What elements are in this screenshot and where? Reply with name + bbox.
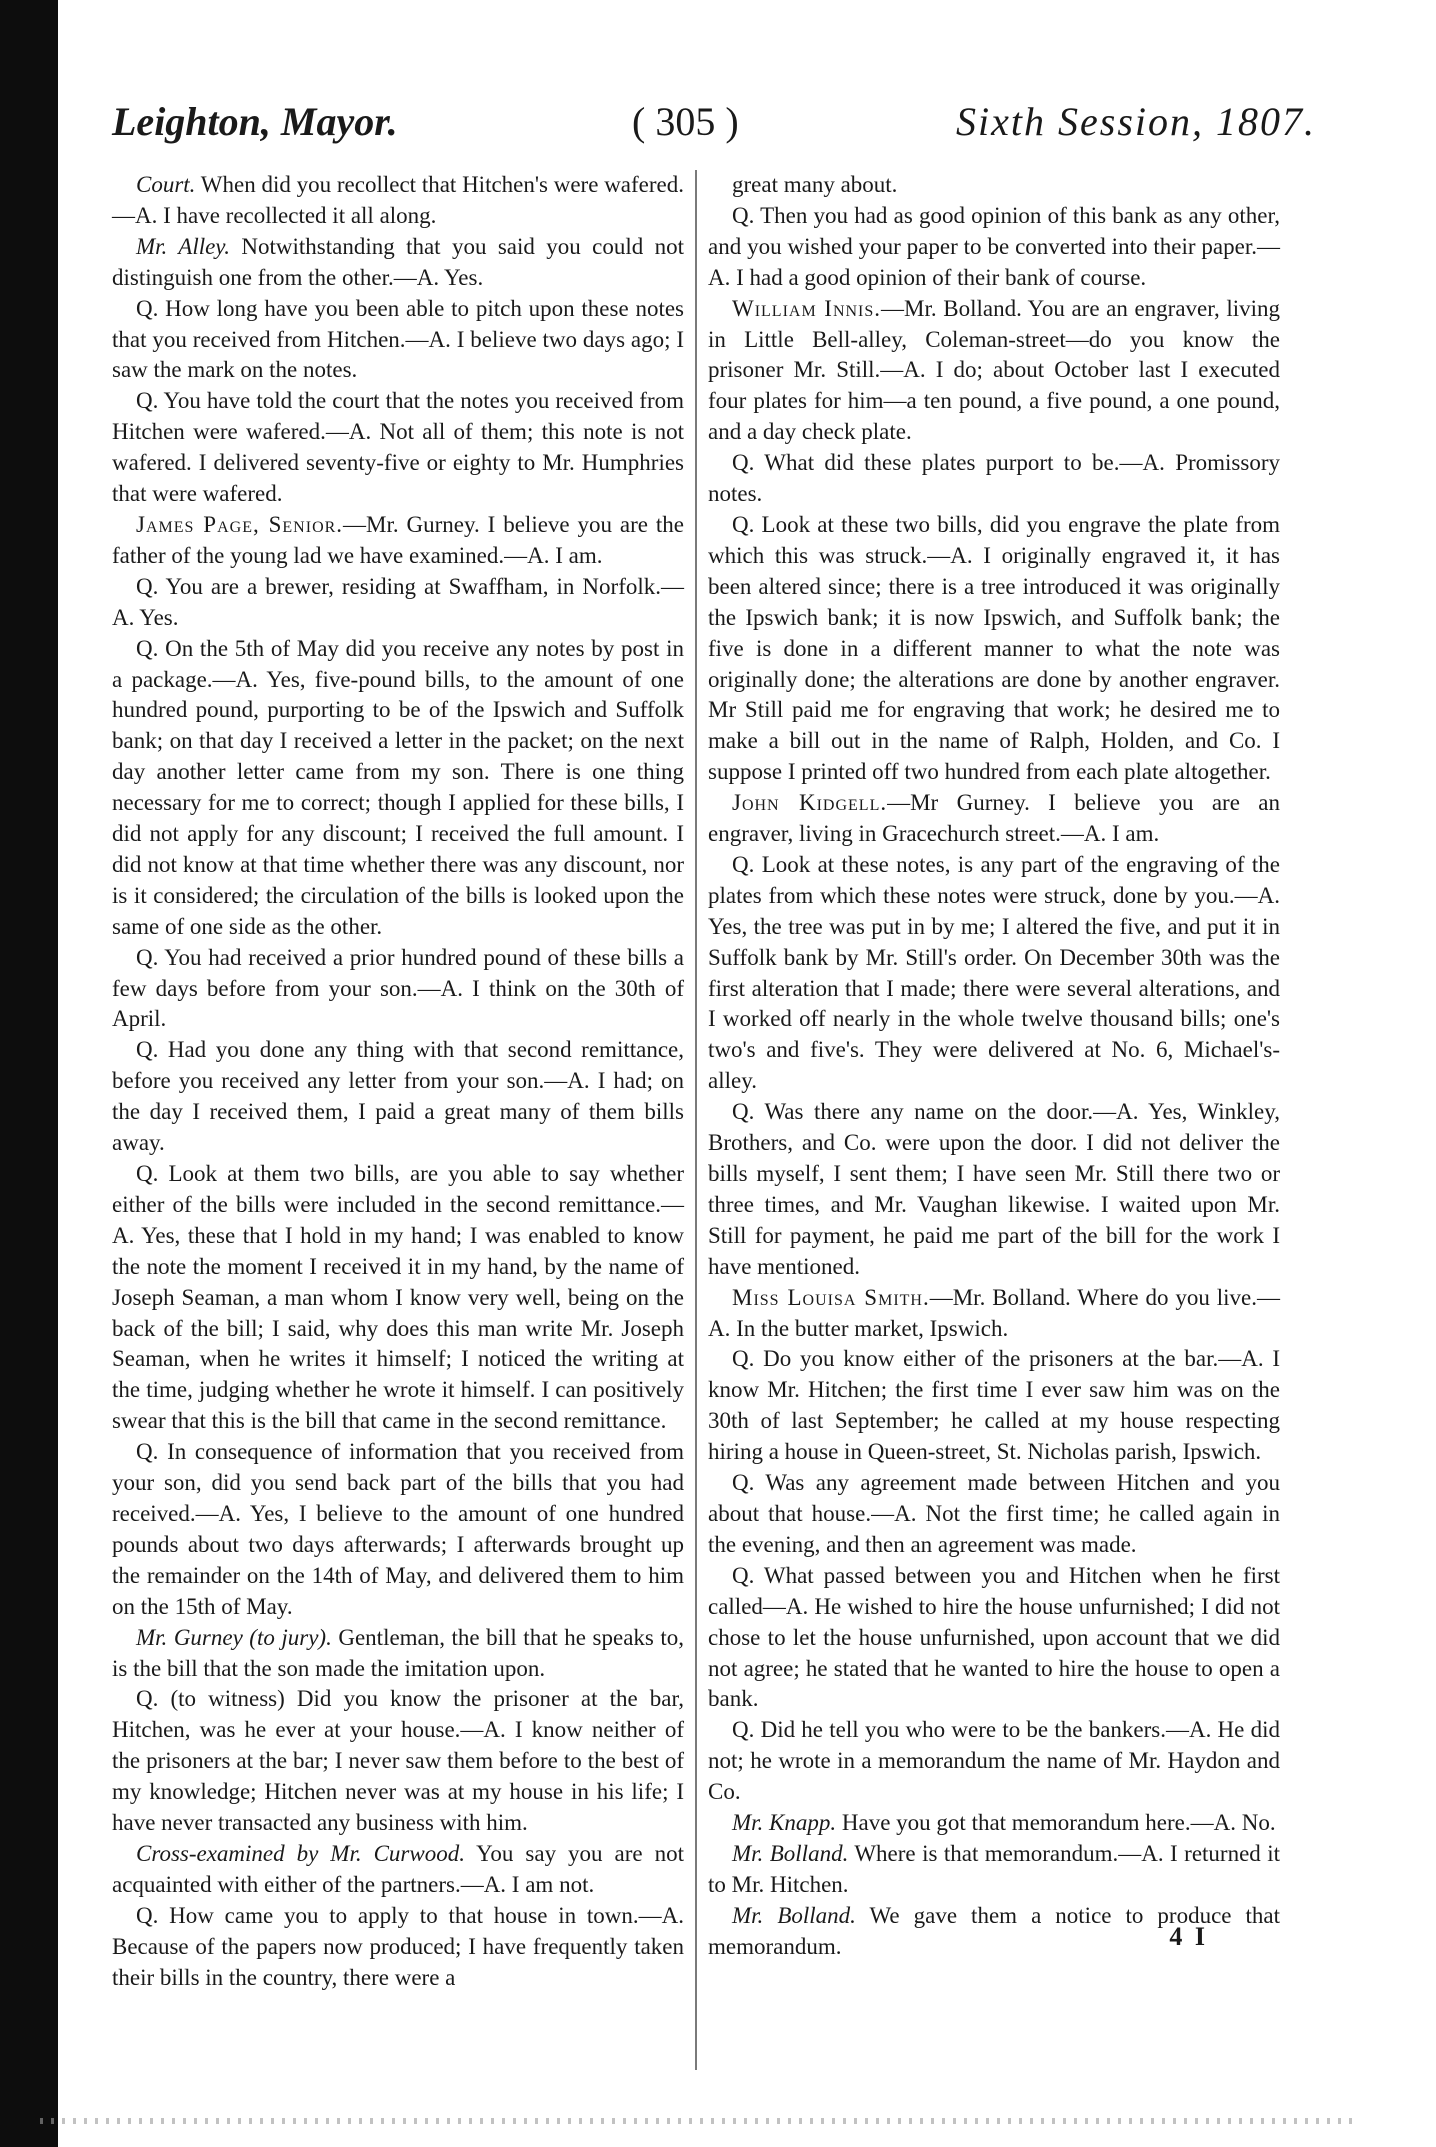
scan-binding-edge xyxy=(0,0,58,2147)
page-number: ( 305 ) xyxy=(632,99,739,144)
paragraph xyxy=(708,1808,1280,1839)
paragraph xyxy=(708,1561,1280,1716)
paragraph xyxy=(708,510,1280,788)
paragraph xyxy=(708,1344,1280,1468)
speaker-name: Mr. Alley. xyxy=(136,233,230,259)
speaker-name: Mr. Bolland. xyxy=(732,1840,849,1866)
paragraph-text: Q. How long have you been able to pitch upon these notes that you received from Hitchen.—A. I believe two days ago; I saw the mark on the notes. xyxy=(112,295,684,383)
paragraph-text: Q. Look at these two bills, did you engrave the plate from which this was struck.—A. I originally engraved it, it has been altered since; there is a tree introduced it was originally the Ipswich bank; it is now Ipswich, and Suffolk bank; the five is done in a different manner to what the note was originally done; the alterations are done by another engraver. Mr Still paid me for engraving that work; he desired me to make a bill out in the name of Ralph, Holden, and Co. I suppose I printed off two hundred from each plate altogether. xyxy=(708,511,1280,785)
paragraph xyxy=(112,1159,684,1437)
paragraph xyxy=(112,572,684,634)
paragraph xyxy=(112,1684,684,1839)
paragraph-text: Q. Look at these notes, is any part of the engraving of the plates from which these notes were struck, done by you.—A. Yes, the tree was put in by me; I altered the five, and put it in Suffolk bank by Mr. Still's order. On December 30th was the first alteration that I made; there were several alterations, and I worked off nearly in the whole twelve thousand bills; one's two's and five's. They were delivered at No. 6, Michael's-alley. xyxy=(708,851,1280,1094)
speaker-name: Court. xyxy=(136,172,196,197)
paragraph-text: Notwithstanding that you said you could not distinguish one from the other.—A. Yes. xyxy=(112,233,684,290)
paragraph xyxy=(112,1839,684,1901)
paragraph xyxy=(708,850,1280,1097)
paragraph-text: Q. You have told the court that the notes you received from Hitchen were wafered.—A. Not all of them; this note is not wafered. I delivered seventy-five or eighty to Mr. Humphries that were wafered. xyxy=(112,388,684,507)
paragraph-text: great many about. xyxy=(732,172,898,197)
speaker-name: John Kidgell. xyxy=(732,790,888,816)
paragraph xyxy=(708,1097,1280,1282)
paragraph-text: Have you got that memorandum here.—A. No. xyxy=(836,1810,1276,1836)
paragraph-text: Q. You had received a prior hundred pound of these bills a few days before from your son.—A. I think on the 30th of April. xyxy=(112,944,684,1032)
signature-mark: 4 I xyxy=(1169,1922,1208,1951)
paragraph-text: Q. (to witness) Did you know the prisoner at the bar, Hitchen, was he ever at your house.—A. I know neither of the prisoners at the bar; I never saw them before to the best of my knowledge; Hitchen never was at my house in his life; I have never transacted any business with him. xyxy=(112,1686,684,1836)
paragraph xyxy=(112,634,684,943)
paragraph-text: Q. Was any agreement made between Hitchen and you about that house.—A. Not the first time; he called again in the evening, and then an agreement was made. xyxy=(708,1470,1280,1557)
speaker-name: Miss Louisa Smith. xyxy=(732,1284,930,1310)
speaker-name: Mr. Knapp. xyxy=(732,1810,837,1836)
paragraph xyxy=(112,1035,684,1159)
paragraph-text: Q. What did these plates purport to be.—A. Promissory notes. xyxy=(708,450,1280,507)
right-column xyxy=(708,170,1280,2070)
paragraph-text: You say you are not acquainted with either of the partners.—A. I am not. xyxy=(112,1840,684,1897)
paragraph-text: Q. What passed between you and Hitchen when he first called—A. He wished to hire the house unfurnished; I did not chose to let the house unfurnished, upon account that we did not agree; he stated that he wanted to hire the house to open a bank. xyxy=(708,1562,1280,1712)
paragraph-text: Q. How came you to apply to that house in town.—A. Because of the papers now produced; I have frequently taken their bills in the country, there were a xyxy=(112,1902,684,1990)
paragraph xyxy=(112,1623,684,1685)
paragraph-text: When did you recollect that Hitchen's were wafered.—A. I have recollected it all along. xyxy=(112,172,684,228)
paragraph-text: —Mr Gurney. I believe you are an engraver, living in Gracechurch street.—A. I am. xyxy=(708,790,1280,847)
speaker-name: James Page, Senior. xyxy=(136,511,344,537)
paragraph xyxy=(708,448,1280,510)
paragraph xyxy=(708,170,1280,201)
column-divider xyxy=(695,170,697,2070)
left-column xyxy=(112,170,684,2070)
paragraph xyxy=(708,294,1280,449)
paragraph-text: Q. On the 5th of May did you receive any notes by post in a package.—A. Yes, five-pound bills, to the amount of one hundred pound, purporting to be of the Ipswich and Suffolk bank; on that day I received a letter in the packet; on the next day another letter came from my son. There is one thing necessary for me to correct; though I applied for these bills, I did not apply for any discount; I received the full amount. I did not know at that time whether there was any discount, nor is it considered; the circulation of the bills is looked upon the same of one side as the other. xyxy=(112,635,684,939)
paragraph-text: Q. Had you done any thing with that second remittance, before you received any letter from your son.—A. I had; on the day I received them, I paid a great many of them bills away. xyxy=(112,1037,684,1156)
header-right: Sixth Session, 1807. xyxy=(956,99,1316,144)
speaker-name: Mr. Gurney (to jury). xyxy=(136,1624,332,1650)
paragraph-text: Q. Then you had as good opinion of this bank as any other, and you wished your paper to be converted into their paper.—A. I had a good opinion of their bank of course. xyxy=(708,202,1280,290)
speaker-name: William Innis. xyxy=(732,295,882,321)
paragraph xyxy=(708,1839,1280,1901)
paragraph xyxy=(112,386,684,510)
header-left: Leighton, Mayor. xyxy=(112,99,398,144)
paragraph xyxy=(112,170,684,232)
speaker-name: Mr. Bolland. xyxy=(732,1902,856,1928)
document-page xyxy=(112,88,1316,2088)
paragraph-text: Gentleman, the bill that he speaks to, is the bill that the son made the imitation upon. xyxy=(112,1624,685,1681)
running-header xyxy=(112,98,1316,158)
paragraph xyxy=(708,788,1280,850)
paragraph-text: Q. In consequence of information that you received from your son, did you send back part of the bills that you had received.—A. Yes, I believe to the amount of one hundred pounds about two days afterwards; I afterwards brought up the remainder on the 14th of May, and delivered them to him on the 15th of May. xyxy=(112,1439,684,1619)
paragraph-text: Q. Was there any name on the door.—A. Yes, Winkley, Brothers, and Co. were upon the door. I did not deliver the bills myself, I sent them; I have seen Mr. Still there two or three times, and Mr. Vaughan likewise. I waited upon Mr. Still for payment, he paid me part of the bill for the work I have mentioned. xyxy=(708,1099,1280,1279)
paragraph xyxy=(112,510,684,572)
speaker-name: Cross-examined by Mr. Curwood. xyxy=(136,1840,465,1866)
paragraph xyxy=(112,232,684,294)
paragraph-text: We gave them a notice to produce that memorandum. xyxy=(708,1902,1281,1959)
paragraph xyxy=(112,1901,684,1994)
paragraph xyxy=(112,294,684,387)
paragraph xyxy=(708,1468,1280,1561)
paragraph-text: —Mr. Gurney. I believe you are the father of the young lad we have examined.—A. I am. xyxy=(112,511,684,568)
paragraph-text: Where is that memorandum.—A. I returned it to Mr. Hitchen. xyxy=(708,1840,1280,1897)
paragraph-text: Q. You are a brewer, residing at Swaffham, in Norfolk.—A. Yes. xyxy=(112,573,684,630)
paragraph-text: —Mr. Bolland. Where do you live.—A. In the butter market, Ipswich. xyxy=(708,1284,1280,1341)
paragraph-text: —Mr. Bolland. You are an engraver, living in Little Bell-alley, Coleman-street—do you know the prisoner Mr. Still.—A. I do; about October last I executed four plates for him—a ten pound, a five pound, a one pound, and a day check plate. xyxy=(708,295,1280,445)
paragraph-text: Q. Did he tell you who were to be the bankers.—A. He did not; he wrote in a memorandum the name of Mr. Haydon and Co. xyxy=(708,1717,1280,1805)
paragraph xyxy=(708,1283,1280,1345)
paragraph-text: Q. Look at them two bills, are you able to say whether either of the bills were included in the second remittance.—A. Yes, these that I hold in my hand; I was enabled to know the note the moment I received it in my hand, by the name of Joseph Seaman, a man whom I know very well, being on the back of the bill; I said, why does this man write Mr. Joseph Seaman, when he writes it himself; I noticed the writing at the time, judging whether he wrote it himself. I can positively swear that this is the bill that came in the second remittance. xyxy=(112,1161,684,1434)
paragraph xyxy=(708,201,1280,294)
paragraph xyxy=(112,1437,684,1622)
paragraph-text: Q. Do you know either of the prisoners at the bar.—A. I know Mr. Hitchen; the first time I ever saw him was on the 30th of last September; he called at my house respecting hiring a house in Queen-street, St. Nicholas parish, Ipswich. xyxy=(708,1346,1280,1465)
paragraph xyxy=(708,1715,1280,1808)
paragraph xyxy=(112,943,684,1036)
scan-noise xyxy=(40,2118,1360,2124)
